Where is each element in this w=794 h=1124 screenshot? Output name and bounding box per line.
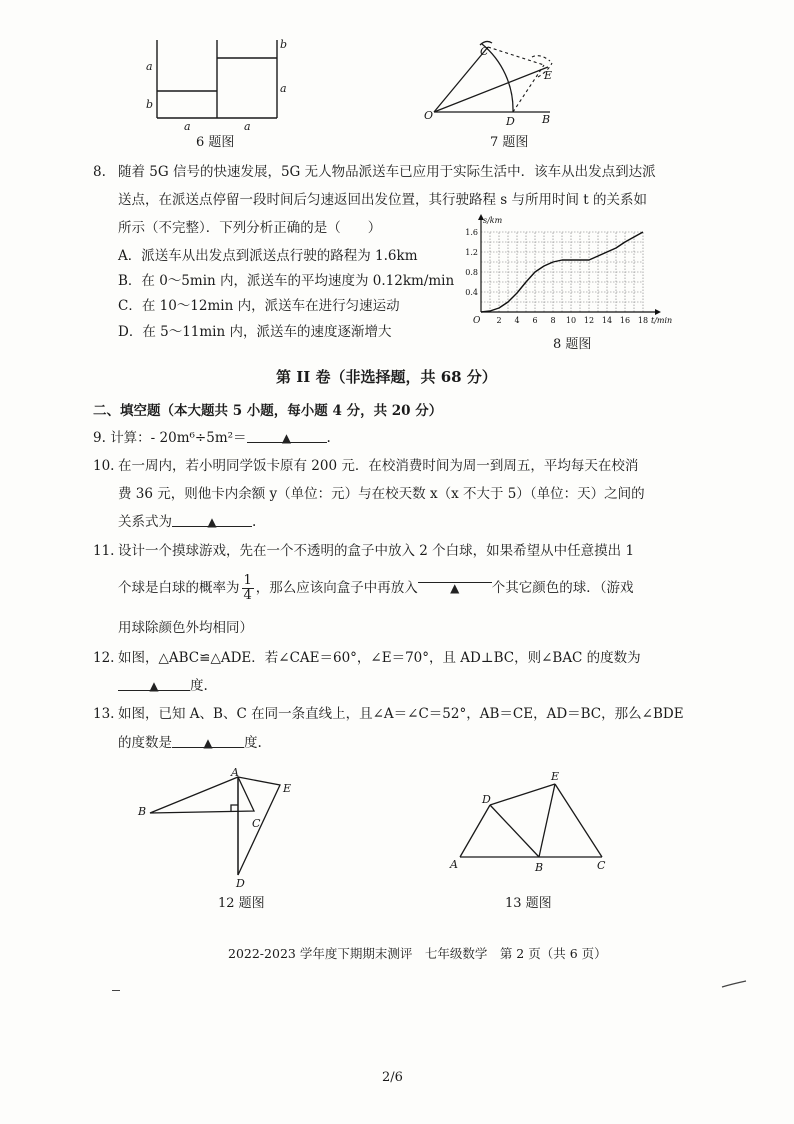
q10-answer-blank[interactable] [172, 512, 252, 527]
q11-line3: 用球除颜色外均相同） [118, 620, 253, 636]
q13-number: 13. [93, 706, 115, 722]
q12-line1: 如图，△ABC≌△ADE．若∠CAE＝60°，∠E＝70°，且 AD⊥BC，则∠BAC 的度数为 [118, 650, 641, 666]
fig7-label-o: O [424, 109, 434, 122]
q12-answer-blank[interactable] [118, 676, 190, 691]
fig12-right-angle-mark [231, 805, 238, 811]
fig12-label-e: E [283, 782, 292, 795]
q11-answer-blank[interactable] [418, 568, 492, 595]
chart-x-tick-label: 6 [532, 316, 538, 325]
q8-number: 8. [93, 164, 106, 180]
q8-line3: 所示（不完整）．下列分析正确的是（ ） [118, 220, 382, 236]
q11-frac-numerator: 1 [243, 573, 252, 588]
fig13-caption: 13 题图 [505, 896, 552, 911]
q11-line2 [118, 568, 634, 608]
q11-line2-post: 个其它颜色的球．（游戏 [491, 580, 634, 596]
q10-line3 [118, 512, 256, 532]
q9-answer-blank[interactable] [247, 428, 327, 443]
q8-option-a: A．派送车从出发点到派送点行驶的路程为 1.6km [118, 248, 418, 264]
fig13-label-e: E [551, 770, 560, 783]
part2-title: 二、填空题（本大题共 5 小题，每小题 4 分，共 20 分） [93, 403, 443, 419]
chart-y-tick-label: 1.6 [465, 228, 478, 237]
q11-line2-mid: ，那么应该向盒子中再放入 [255, 580, 418, 596]
fig12-caption: 12 题图 [218, 896, 265, 911]
q10-line3-post: . [252, 514, 257, 530]
chart-x-axis-label: t/min [651, 316, 673, 325]
chart-x-tick-label: 4 [514, 316, 520, 325]
page-number: 2/6 [382, 1070, 403, 1085]
figure-6 [140, 30, 300, 140]
chart-y-tick-label: 0.8 [465, 268, 478, 277]
q8-option-b: B．在 0～5min 内，派送车的平均速度为 0.12km/min [118, 273, 455, 289]
q11-line1: 设计一个摸球游戏，先在一个不透明的盒子中放入 2 个白球，如果希望从中任意摸出 1 [118, 543, 635, 559]
fig13-segment-db [490, 805, 539, 857]
q10-line3-pre: 关系式为 [118, 514, 172, 530]
q11-line2-pre: 个球是白球的概率为 [118, 580, 240, 596]
q9-text: 计算：- 20m⁶÷5m²＝ [110, 430, 247, 446]
chart-x-arrow [655, 309, 661, 315]
q8-option-d: D．在 5～11min 内，派送车的速度逐渐增大 [118, 324, 392, 340]
q11-frac-denominator: 4 [243, 588, 252, 603]
figure-12 [130, 765, 310, 890]
figure-7 [420, 35, 570, 130]
fig7-label-c: C [480, 45, 489, 58]
fig6-label-a-right: a [280, 82, 287, 95]
fig7-caption: 7 题图 [490, 135, 529, 150]
q13-line1: 如图，已知 A、B、C 在同一条直线上，且∠A＝∠C＝52°，AB＝CE，AD＝BC，那么∠BDE [118, 706, 684, 722]
fig7-label-b: B [542, 113, 551, 126]
fig12-label-c: C [252, 817, 261, 830]
q11-number: 11. [93, 543, 115, 559]
fig13-label-d: D [482, 793, 491, 806]
q9-tail: . [326, 430, 331, 446]
page-footer: 2022-2023 学年度下期期末测评 七年级数学 第 2 页（共 6 页） [228, 946, 607, 961]
q13-line2-post: 度. [244, 735, 262, 751]
fig7-dashed-de [513, 65, 544, 112]
q8-chart [455, 212, 685, 328]
q12-number: 12. [93, 650, 115, 666]
q8-line2: 送点，在派送点停留一段时间后匀速返回出发位置，其行驶路程 s 与所用时间 t 的关系如 [118, 192, 648, 208]
q8-chart-caption: 8 题图 [553, 337, 592, 352]
scan-mark-right [720, 978, 750, 990]
fig12-label-a: A [231, 766, 239, 779]
q11-blank-mark: ▲ [450, 581, 460, 595]
section2-title: 第 II 卷（非选择题，共 68 分） [276, 368, 497, 386]
q9 [93, 428, 331, 448]
chart-x-tick-label: 10 [565, 316, 577, 325]
q13-line2 [118, 733, 262, 753]
q13-answer-blank[interactable] [172, 733, 244, 748]
fig7-arc-mark-e1 [532, 56, 550, 61]
fig6-label-a-bottom1: a [184, 120, 191, 133]
q13-line2-pre: 的度数是 [118, 735, 172, 751]
q8-line1: 随着 5G 信号的快速发展，5G 无人物品派送车已应用于实际生活中．该车从出发点到达派 [118, 164, 656, 180]
scan-mark-left [112, 990, 120, 991]
q9-blank-mark: ▲ [281, 431, 292, 445]
chart-y-tick-label: 1.2 [465, 248, 478, 257]
fig6-caption: 6 题图 [196, 135, 235, 150]
fig7-dashed-ce [488, 47, 544, 65]
chart-y-tick-label: 0.4 [465, 288, 478, 297]
fig13-segment-ad [460, 805, 490, 857]
fig7-label-d: D [506, 115, 515, 128]
fig12-label-b: B [138, 805, 147, 818]
fig13-label-b: B [535, 861, 544, 874]
fig6-label-a-left: a [146, 60, 153, 73]
q10-line1: 在一周内，若小明同学饭卡原有 200 元．在校消费时间为周一到周五，平均每天在校消 [118, 458, 639, 474]
fig13-label-c: C [597, 859, 606, 872]
chart-origin-label: O [473, 316, 481, 326]
fig7-ray-oe [434, 67, 548, 112]
fig13-segment-be [539, 784, 555, 857]
q13-blank-mark: ▲ [203, 736, 213, 750]
q12-line2-post: 度. [190, 678, 208, 694]
q10-line2: 费 36 元，则他卡内余额 y（单位：元）与在校天数 x（x 不大于 5）（单位：天）之间的 [118, 486, 645, 502]
q10-number: 10. [93, 458, 115, 474]
chart-x-tick-label: 16 [619, 316, 631, 325]
q10-blank-mark: ▲ [207, 515, 217, 529]
chart-y-axis-label: s/km [483, 216, 503, 225]
q8-option-c: C．在 10～12min 内，派送车在进行匀速运动 [118, 298, 400, 314]
fig13-segment-ec [555, 784, 602, 857]
q12-blank-mark: ▲ [149, 679, 159, 693]
chart-x-tick-label: 18 [637, 316, 649, 325]
fig6-label-a-bottom2: a [244, 120, 251, 133]
q9-number: 9. [93, 430, 106, 446]
chart-x-tick-label: 2 [496, 316, 502, 325]
chart-x-tick-label: 14 [601, 316, 613, 325]
q12-line2 [118, 676, 208, 696]
fig13-label-a: A [450, 858, 458, 871]
chart-x-tick-label: 12 [583, 316, 595, 325]
figure-13 [440, 765, 620, 875]
chart-x-tick-label: 8 [550, 316, 556, 325]
fig7-label-e: E [544, 69, 553, 82]
fig6-label-b-right: b [280, 38, 288, 51]
q11-fraction [242, 574, 254, 603]
fig13-segment-de [490, 784, 555, 805]
fig12-label-d: D [236, 877, 245, 890]
fig6-label-b-left: b [146, 98, 154, 111]
